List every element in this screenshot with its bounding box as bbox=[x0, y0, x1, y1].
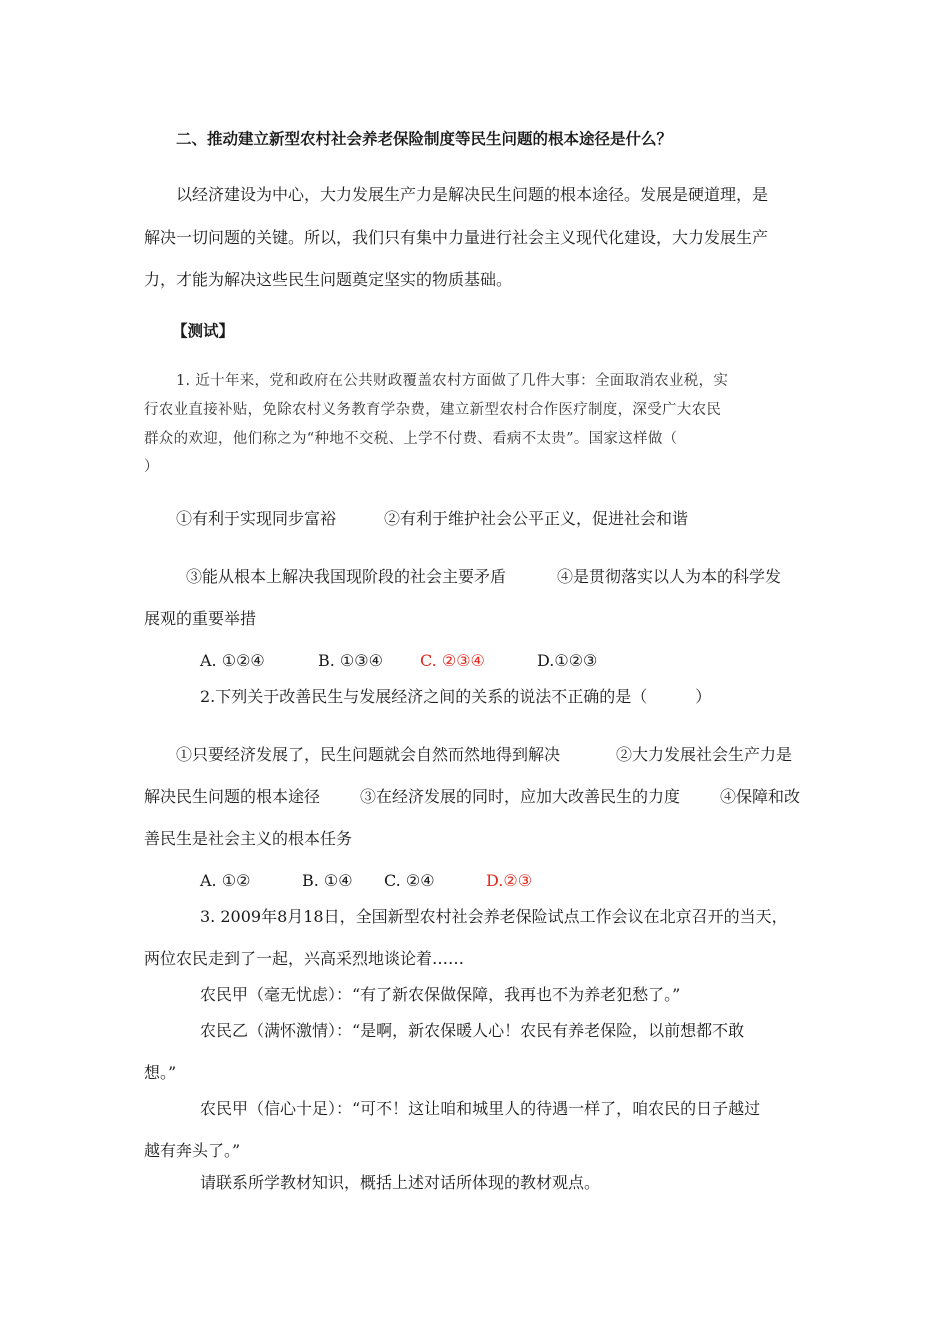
q2-option-c: C. ②④ bbox=[384, 871, 435, 890]
answer-line-1: 以经济建设为中心，大力发展生产力是解决民生问题的根本途径。发展是硬道理，是 bbox=[176, 185, 769, 204]
q2-option-b: B. ①④ bbox=[302, 871, 353, 890]
answer-line-3: 力，才能为解决这些民生问题奠定坚实的物质基础。 bbox=[144, 270, 513, 289]
q2-statement-4a: ④保障和改 bbox=[720, 787, 801, 806]
q3-dialogue-2b: 想。” bbox=[144, 1063, 177, 1082]
q1-line-3: 群众的欢迎，他们称之为“种地不交税、上学不付费、看病不太贵”。国家这样做（ bbox=[144, 431, 678, 447]
q2-statement-1: ①只要经济发展了，民生问题就会自然而然地得到解决 bbox=[176, 745, 561, 764]
section-heading: 二、推动建立新型农村社会养老保险制度等民生问题的根本途径是什么？ bbox=[176, 129, 673, 148]
q1-line-4: ） bbox=[144, 459, 159, 475]
q3-line-1: 3. 2009年8月18日，全国新型农村社会养老保险试点工作会议在北京召开的当天， bbox=[200, 907, 788, 926]
q2-option-d-answer: D.②③ bbox=[486, 871, 533, 890]
q3-line-2: 两位农民走到了一起，兴高采烈地谈论着…… bbox=[144, 949, 465, 968]
q1-option-c-answer: C. ②③④ bbox=[420, 651, 485, 670]
q1-line-1: 1. 近十年来，党和政府在公共财政覆盖农村方面做了几件大事：全面取消农业税，实 bbox=[176, 373, 729, 389]
q1-statement-1: ①有利于实现同步富裕 bbox=[176, 509, 337, 528]
q1-statement-4b: 展观的重要举措 bbox=[144, 609, 257, 628]
q3-dialogue-3a: 农民甲（信心十足）：“可不！这让咱和城里人的待遇一样了，咱农民的日子越过 bbox=[200, 1099, 761, 1118]
q2-statement-2a: ②大力发展社会生产力是 bbox=[616, 745, 793, 764]
q2-stem: 2.下列关于改善民生与发展经济之间的关系的说法不正确的是（ ） bbox=[200, 687, 712, 706]
answer-line-2: 解决一切问题的关键。所以，我们只有集中力量进行社会主义现代化建设，大力发展生产 bbox=[144, 228, 769, 247]
test-label: 【测试】 bbox=[172, 321, 235, 340]
q2-statement-3: ③在经济发展的同时，应加大改善民生的力度 bbox=[360, 787, 681, 806]
q1-statement-4a: ④是贯彻落实以人为本的科学发 bbox=[557, 567, 782, 586]
q1-statement-3: ③能从根本上解决我国现阶段的社会主要矛盾 bbox=[186, 567, 507, 586]
q3-dialogue-1: 农民甲（毫无忧虑）：“有了新农保做保障，我再也不为养老犯愁了。” bbox=[200, 985, 681, 1004]
q1-option-d: D.①②③ bbox=[537, 651, 598, 670]
q1-statement-2: ②有利于维护社会公平正义，促进社会和谐 bbox=[384, 509, 689, 528]
q2-statement-4b: 善民生是社会主义的根本任务 bbox=[144, 829, 353, 848]
q2-statement-2b: 解决民生问题的根本途径 bbox=[144, 787, 321, 806]
q1-line-2: 行农业直接补贴，免除农村义务教育学杂费，建立新型农村合作医疗制度，深受广大农民 bbox=[144, 402, 722, 418]
q3-dialogue-2a: 农民乙（满怀激情）：“是啊，新农保暖人心！农民有养老保险，以前想都不敢 bbox=[200, 1021, 745, 1040]
q3-prompt: 请联系所学教材知识，概括上述对话所体现的教材观点。 bbox=[200, 1173, 601, 1192]
q3-dialogue-3b: 越有奔头了。” bbox=[144, 1141, 241, 1160]
q1-option-b: B. ①③④ bbox=[318, 651, 383, 670]
q2-option-a: A. ①② bbox=[200, 871, 251, 890]
q1-option-a: A. ①②④ bbox=[200, 651, 265, 670]
